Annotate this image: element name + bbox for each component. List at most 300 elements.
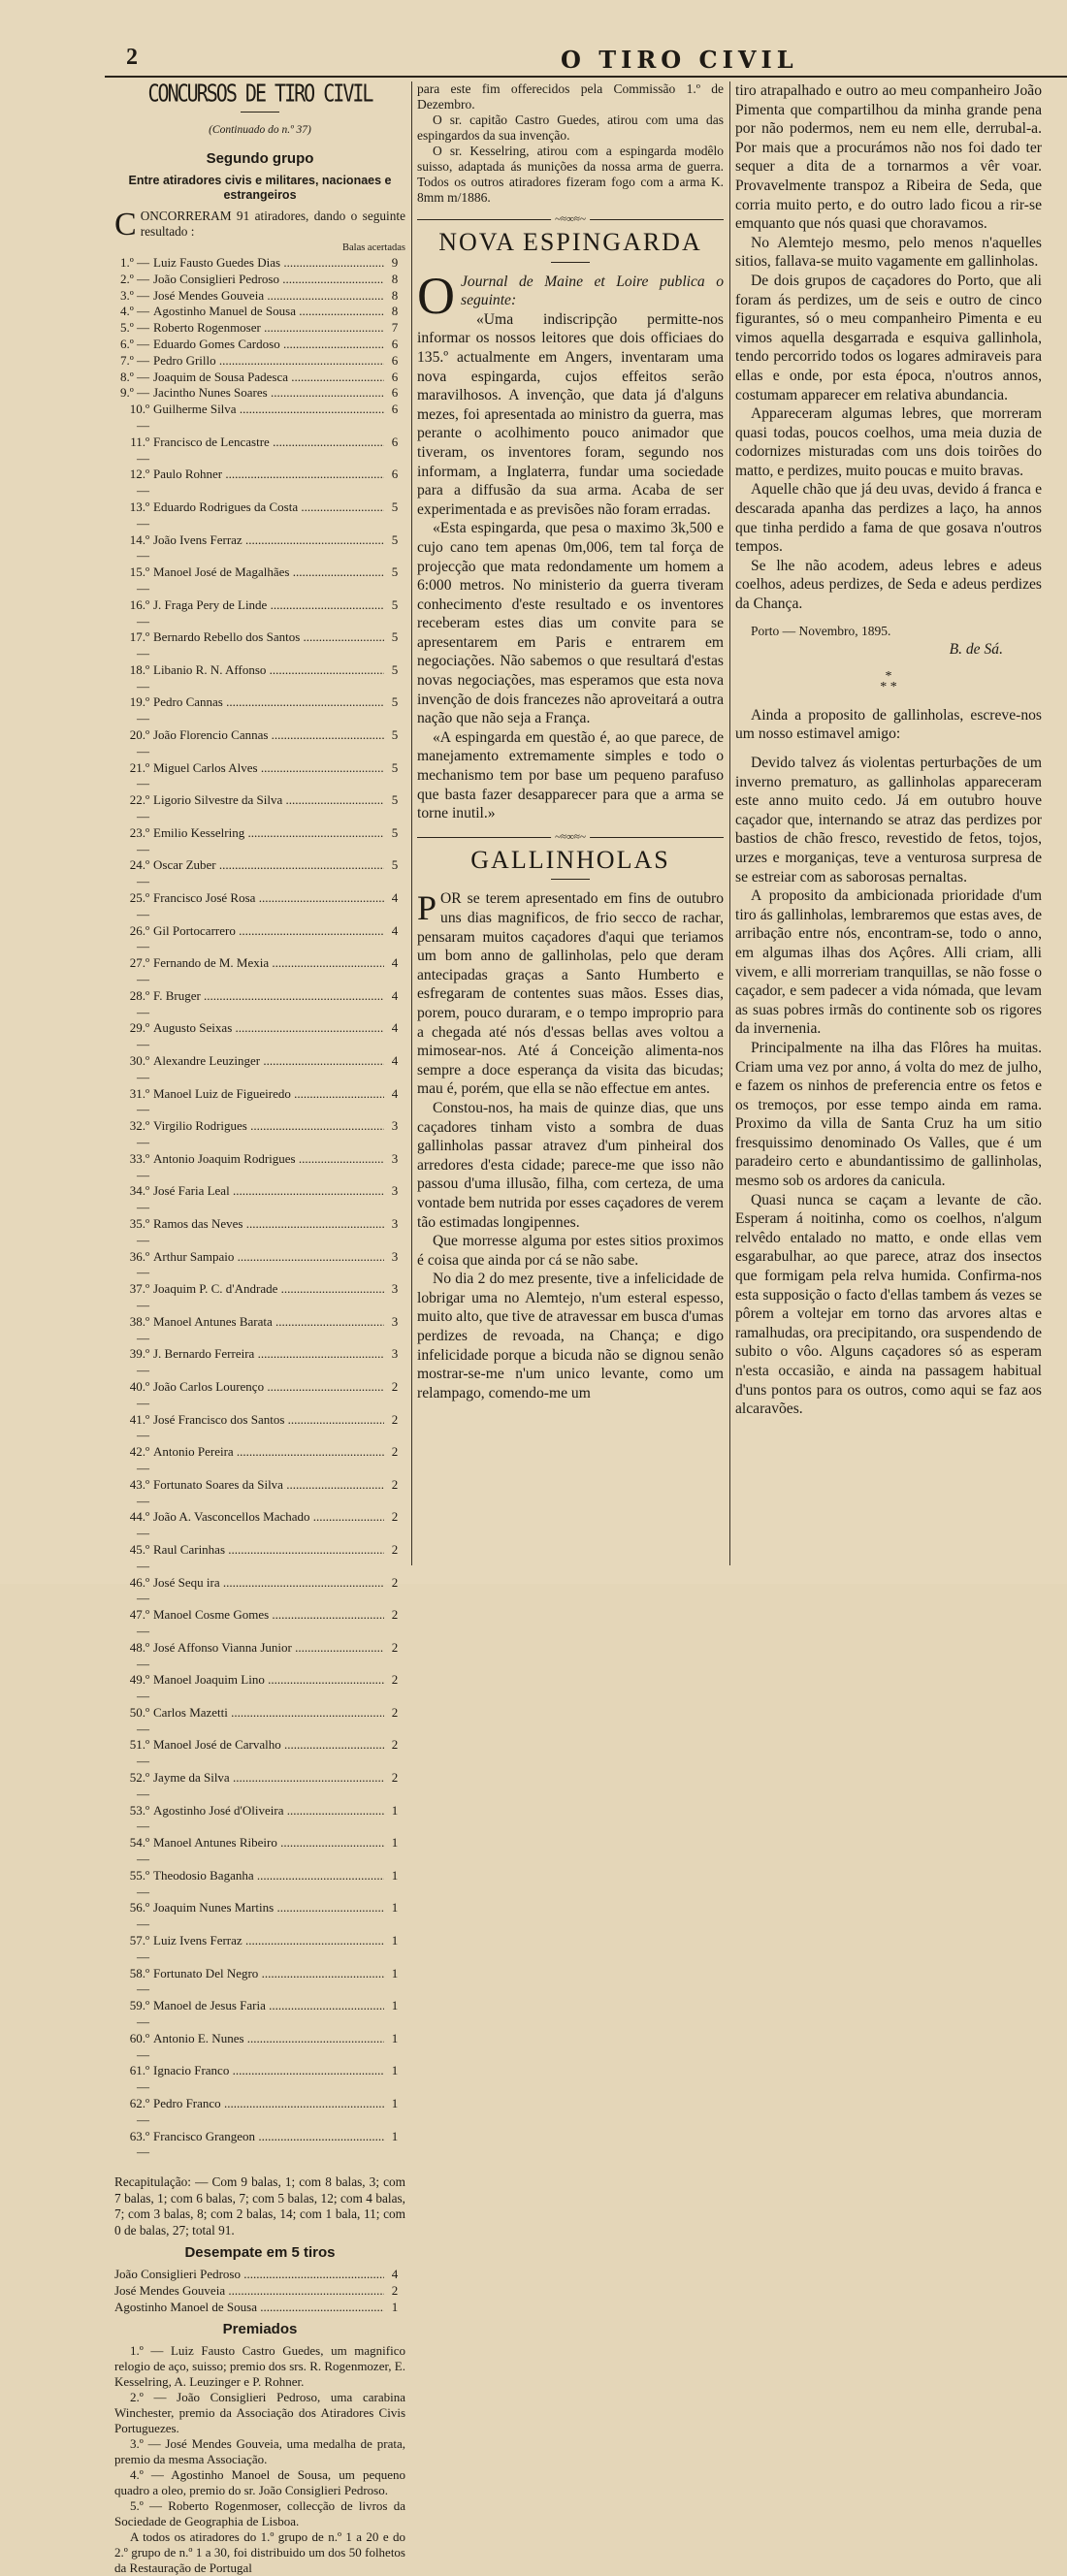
result-row — [114, 1575, 405, 1608]
rank: 60.º — — [129, 2030, 149, 2062]
asterism: * * * — [880, 668, 897, 694]
shooter-name: Bernardo Rebello dos Santos ..... — [153, 629, 384, 662]
hits: 5 — [391, 531, 399, 547]
column-2 — [417, 81, 724, 1402]
hits: 6 — [391, 352, 399, 368]
hits: 3 — [391, 1346, 399, 1362]
divider — [241, 112, 279, 113]
hits: 3 — [391, 1150, 399, 1166]
result-row — [114, 923, 405, 956]
hits: 6 — [391, 336, 399, 351]
result-row — [114, 1477, 405, 1510]
paragraph: Quasi nunca se caçam a levante de cão. Esperam á noitinha, como os coelhos, n'algum relvêdo entalado no matto, e onde ellas vem esgarabulhar, ao que parece, atraz dos insectos que formigam pela relva humida. Confirma-nos esta supposição o facto d'ellas tambem ás vezes se pôrem a voltejar em torno das arvores altas e ramalhudas, ora precipitando, ora suspendendo de subito o vôo. Alguns caçadores só as esperam n'esta occasião, e ainda na passagem habitual d'uns pontos para os outros, como aqui se faz aos alcaravões. — [735, 1191, 1042, 1418]
hits: 1 — [391, 1933, 399, 1948]
rank: 11.º — — [130, 434, 149, 466]
rank: 18.º — — [129, 661, 149, 693]
result-row — [114, 1900, 405, 1933]
hits: 8 — [391, 271, 399, 286]
hits: 1 — [391, 1867, 399, 1883]
recap-paragraph: Recapitulação: — Com 9 balas, 1; com 8 balas, 3; com 7 balas, 1; com 6 balas, 7; com 5 balas, 12; com 4 balas, 7; com 3 balas, 8; com 2 balas, 14; com 1 bala, 11; com 0 de balas, 27; total 91. — [114, 2174, 405, 2238]
hits: 4 — [391, 922, 399, 938]
hits: 2 — [391, 1411, 399, 1427]
rank: 28.º — — [129, 987, 149, 1019]
hits: 5 — [391, 792, 399, 808]
hits: 1 — [391, 1802, 399, 1818]
shooter-name: José Faria Leal ..... — [153, 1183, 384, 1216]
balas-column-header: Balas acertadas — [341, 242, 405, 253]
hits: 1 — [391, 1900, 399, 1916]
prize-paragraph: 2.º — João Consiglieri Pedroso, uma carabina Winchester, premio da Associação dos Atiradores Civis Portuguezes. — [114, 2390, 405, 2436]
rank: 40.º — — [129, 1378, 149, 1410]
result-row — [114, 288, 405, 305]
shooter-name: Jayme da Silva ..... — [153, 1770, 384, 1803]
result-row — [114, 1705, 405, 1738]
rank: 45.º — — [129, 1541, 149, 1573]
result-row — [114, 1314, 405, 1347]
article-title: NOVA ESPINGARDA — [438, 228, 702, 256]
result-row — [114, 1281, 405, 1314]
ornament-divider: ~≈∞≈~ — [417, 831, 724, 843]
group-subtitle: Entre atiradores civis e militares, nacionaes e estrangeiros — [128, 173, 392, 202]
rank: 27.º — — [129, 955, 149, 987]
hits: 2 — [391, 1541, 399, 1557]
result-row — [114, 320, 405, 337]
page-number: 2 — [126, 45, 138, 70]
shooter-name: Pedro Franco ..... — [153, 2096, 384, 2129]
rank: 9.º — — [119, 385, 149, 401]
rank: 14.º — — [129, 531, 149, 564]
shooter-name: Fortunato Del Negro ..... — [153, 1966, 384, 1999]
shooter-name: Ignacio Franco ..... — [153, 2063, 384, 2096]
hits: 5 — [391, 661, 399, 677]
rank: 57.º — — [129, 1933, 149, 1964]
hits: 2 — [391, 1770, 399, 1786]
result-row — [114, 760, 405, 793]
prize-paragraph: 1.º — Luiz Fausto Castro Guedes, um magnifico relogio de aço, suisso; premio dos srs. R. Rogenmozer, E. Kesselring, A. Leuzinger e P. Rohner. — [114, 2343, 405, 2390]
hits: 2 — [391, 1444, 399, 1460]
rank: 21.º — — [129, 759, 149, 791]
result-row — [114, 1640, 405, 1673]
hits: 9 — [391, 254, 399, 270]
drop-cap: O — [417, 266, 455, 325]
hits: 8 — [391, 287, 399, 303]
hits: 1 — [391, 2299, 399, 2314]
hits: 1 — [391, 2096, 399, 2111]
shooter-name: Agostinho Manuel de Sousa ..... — [153, 304, 384, 320]
hits: 1 — [391, 2128, 399, 2143]
tiebreak-list — [114, 2267, 405, 2315]
hits: 3 — [391, 1313, 399, 1329]
hits: 2 — [391, 2282, 399, 2298]
paragraph: tiro atrapalhado e outro ao meu companheiro João Pimenta que compartilhou da minha grande pena por não podermos, nem eu nem elle, derrubal-a. Por mais que a procurámos não nos foi dado ter sequer a dita de a tornarmos a vêr voar. Provavelmente transpoz a Ribeira de Seda, que corria muito perto, e do outro lado ficou a rir-se emquanto que nós quasi que choravamos. — [735, 82, 1042, 233]
result-row — [114, 337, 405, 353]
rank: 20.º — — [129, 727, 149, 758]
paragraph: Devido talvez ás violentas perturbações de um inverno prematuro, as gallinholas appareceram este anno muito cedo. Já em outubro houve caçador que, internando se atraz das perdizes por bastios de chão fresco, revestido de fetos, tojos, urzes e morganiças, teve a venturosa surpresa de se estreiar com as saborosas pernaltas. — [735, 755, 1042, 886]
shooter-name: J. Fraga Pery de Linde ..... — [153, 597, 384, 630]
rank: 48.º — — [129, 1639, 149, 1671]
shooter-name: Manoel de Jesus Faria ..... — [153, 1998, 384, 2031]
result-row — [114, 1346, 405, 1379]
shooter-name: Manoel Antunes Barata ..... — [153, 1314, 384, 1347]
result-row — [114, 629, 405, 662]
shooter-name: João Florencio Cannas ..... — [153, 727, 384, 760]
shooter-name: Manoel José de Carvalho ..... — [153, 1737, 384, 1770]
column-rule — [729, 81, 730, 1565]
shooter-name: Antonio Joaquim Rodrigues ..... — [153, 1151, 384, 1184]
result-row — [114, 1509, 405, 1542]
shooter-name: Emilio Kesselring ..... — [153, 825, 384, 858]
result-row — [114, 2096, 405, 2129]
rank: 54.º — — [129, 1835, 149, 1867]
shooter-name: Libanio R. N. Affonso ..... — [153, 662, 384, 695]
result-row — [114, 353, 405, 370]
results-list — [114, 255, 405, 2161]
hits: 1 — [391, 1998, 399, 2013]
result-row — [114, 1412, 405, 1445]
rank: 16.º — — [129, 596, 149, 628]
rank: 31.º — — [129, 1085, 149, 1117]
result-row — [114, 825, 405, 858]
shooter-name: Luiz Fausto Guedes Dias ..... — [153, 255, 384, 272]
hits: 2 — [391, 1704, 399, 1720]
column-rule — [411, 81, 412, 1565]
hits: 2 — [391, 1737, 399, 1753]
hits: 8 — [391, 304, 399, 319]
divider — [551, 879, 590, 880]
continuation-note: (Continuado do n.º 37) — [209, 123, 311, 136]
paragraph: No Alemtejo mesmo, pelo menos n'aquelles sitios, fallava-se muito vagamente em gallinholas. — [735, 234, 1042, 271]
rank: 8.º — — [119, 369, 149, 384]
shooter-name: Eduardo Rodrigues da Costa ..... — [153, 499, 384, 532]
shooter-name: Manoel Luiz de Figueiredo ..... — [153, 1086, 384, 1119]
rank: 49.º — — [129, 1672, 149, 1704]
rank: 63.º — — [129, 2128, 149, 2160]
hits: 3 — [391, 1118, 399, 1134]
result-row — [114, 532, 405, 565]
result-row — [114, 988, 405, 1021]
shooter-name: Joaquim P. C. d'Andrade ..... — [153, 1281, 384, 1314]
hits: 1 — [391, 2030, 399, 2045]
rank: 35.º — — [129, 1215, 149, 1247]
rank: 25.º — — [129, 890, 149, 921]
paragraph: Aquelle chão que já deu uvas, devido á franca e descarada apanha das perdizes a laço, ha annos que tinha perdido a fama de que gosava n'outros tempos. — [735, 481, 1042, 556]
shooter-name: Manoel José de Magalhães ..... — [153, 564, 384, 597]
shooter-name: José Francisco dos Santos ..... — [153, 1412, 384, 1445]
rank: 39.º — — [129, 1346, 149, 1378]
hits: 5 — [391, 694, 399, 710]
hits: 5 — [391, 759, 399, 775]
hits: 5 — [391, 629, 399, 645]
result-row — [114, 1151, 405, 1184]
article-title: GALLINHOLAS — [470, 845, 670, 874]
result-row — [114, 597, 405, 630]
rank: 30.º — — [129, 1053, 149, 1084]
rank: 44.º — — [129, 1509, 149, 1541]
paragraph: Principalmente na ilha das Flôres ha muitas. Criam uma vez por anno, á volta do mez de julho, e fazem os ninhos de preferencia entre os fetos e os tremoços, por esse tempo ainda em rama. Proximo da villa de Santa Cruz ha um sitio fresquissimo denominado Os Valles, que é um paradeiro certo e abundantissimo de gallinholas, mesmo sob os ardores da canicula. — [735, 1039, 1042, 1190]
rank: 2.º — — [119, 271, 149, 286]
hits: 2 — [391, 1476, 399, 1492]
shooter-name: João Consiglieri Pedroso ..... — [114, 2267, 384, 2283]
result-row — [114, 1835, 405, 1868]
shooter-name: Fortunato Soares da Silva ..... — [153, 1477, 384, 1510]
rank: 42.º — — [129, 1444, 149, 1475]
result-row — [114, 1868, 405, 1901]
hits: 5 — [391, 596, 399, 612]
result-row — [114, 1379, 405, 1412]
hits: 1 — [391, 1965, 399, 1980]
result-row — [114, 694, 405, 727]
rank: 46.º — — [129, 1574, 149, 1606]
shooter-name: Agostinho Manoel de Sousa ..... — [114, 2300, 384, 2316]
tiebreak-row — [114, 2283, 405, 2300]
divider — [551, 262, 590, 263]
shooter-name: José Mendes Gouveia ..... — [153, 288, 384, 305]
hits: 5 — [391, 499, 399, 514]
prize-paragraph: 4.º — Agostinho Manoel de Sousa, um pequeno quadro a oleo, premio do sr. João Consiglieri Pedroso. — [114, 2467, 405, 2498]
shooter-name: Pedro Grillo ..... — [153, 353, 384, 370]
article-title: CONCURSOS DE TIRO CIVIL — [147, 78, 372, 108]
prize-paragraph: 5.º — Roberto Rogenmoser, collecção de livros da Sociedade de Geographia de Lisboa. — [114, 2498, 405, 2529]
lead-paragraph: O Journal de Maine et Loire publica o seguinte: — [417, 266, 724, 325]
rank: 55.º — — [129, 1867, 149, 1899]
result-row — [114, 857, 405, 890]
drop-cap: P — [417, 888, 437, 928]
shooter-name: Joaquim Nunes Martins ..... — [153, 1900, 384, 1933]
tiebreak-row — [114, 2300, 405, 2316]
hits: 5 — [391, 727, 399, 743]
shooter-name: Francisco de Lencastre ..... — [153, 435, 384, 467]
shooter-name: João A. Vasconcellos Machado ..... — [153, 1509, 384, 1542]
shooter-name: José Affonso Vianna Junior ..... — [153, 1640, 384, 1673]
shooter-name: Ramos das Neves ..... — [153, 1216, 384, 1249]
rank: 37.º — — [129, 1281, 149, 1312]
shooter-name: Carlos Mazetti ..... — [153, 1705, 384, 1738]
shooter-name: Fernando de M. Mexia ..... — [153, 955, 384, 988]
rank: 26.º — — [129, 922, 149, 954]
paragraph: «Esta espingarda, que pesa o maximo 3k,500 e cujo cano tem apenas 0m,006, tem tal força de projecção que mata redondamente um homem a 6:000 metros. No ministerio da guerra tiveram conhecimento d'este resultado e os inventores receberam estes dias um convite para se apresentarem em Paris e entrarem em negociações. Não sabemos o que resultará d'estas novas negociações, mas esperamos que esta nova invenção de dois francezes não aproveitará a outra nação que não seja a França. — [417, 520, 724, 727]
rank: 23.º — — [129, 824, 149, 856]
paragraph: Appareceram algumas lebres, que morreram quasi todas, poucos coelhos, uma meia duzia de codornizes misturadas com uns dois toirões do matto, e perdizes, muito poucas e muito bravas. — [735, 405, 1042, 479]
result-row — [114, 1444, 405, 1477]
result-row — [114, 727, 405, 760]
result-row — [114, 1966, 405, 1999]
paragraph: «Uma indiscripção permitte-nos informar os nossos leitores que dois officiaes do 135.º actualmente em Angers, inventaram uma nova espingarda, cujos effeitos serão maravilhosos. A invenção, que data já d'alguns mezes, foi apresentada ao ministro da guerra, mas perante o acolhimento pouco animador que tiveram, os inventores foram, segundo nos informam, a Inglaterra, fundar uma sociedade para a diffusão da sua arma. Acaba de ser experimentada e as previsões não foram erradas. — [417, 310, 724, 518]
newspaper-title: O TIRO CIVIL — [561, 46, 798, 74]
result-row — [114, 1803, 405, 1836]
shooter-name: José Mendes Gouveia ..... — [114, 2283, 384, 2300]
prizes-list — [114, 2343, 405, 2576]
hits: 5 — [391, 857, 399, 873]
rank: 52.º — — [129, 1770, 149, 1801]
hits: 4 — [391, 987, 399, 1003]
result-row — [114, 792, 405, 825]
hits: 3 — [391, 1248, 399, 1264]
shooter-name: Gil Portocarrero ..... — [153, 923, 384, 956]
group-heading: Segundo grupo — [206, 150, 314, 168]
rank: 7.º — — [119, 352, 149, 368]
result-row — [114, 435, 405, 467]
hits: 2 — [391, 1672, 399, 1688]
result-row — [114, 662, 405, 695]
place-date: Porto — Novembro, 1895. — [751, 623, 891, 638]
rank: 36.º — — [129, 1248, 149, 1280]
shooter-name: Alexandre Leuzinger ..... — [153, 1053, 384, 1086]
hits: 4 — [391, 890, 399, 906]
hits: 4 — [391, 1085, 399, 1101]
hits: 2 — [391, 1607, 399, 1623]
hits: 5 — [391, 824, 399, 840]
shooter-name: Luiz Ivens Ferraz ..... — [153, 1933, 384, 1966]
result-row — [114, 1086, 405, 1119]
paragraph: No dia 2 do mez presente, tive a infelicidade de lobrigar uma no Alemtejo, n'um esteral espesso, muito alto, que tive de atravessar em busca d'umas perdizes de revoada, na Chança; e digo infelicidade porque a bicuda não se dignou senão mostrar-se-me n'um unico levante, como um relampago, comendo-me um — [417, 1271, 724, 1401]
rank: 10.º — — [129, 402, 149, 433]
result-row — [114, 1542, 405, 1575]
rank: 29.º — — [129, 1020, 149, 1052]
rank: 61.º — — [129, 2063, 149, 2095]
hits: 5 — [391, 564, 399, 580]
rank: 43.º — — [129, 1476, 149, 1508]
shooter-name: João Carlos Lourenço ..... — [153, 1379, 384, 1412]
shooter-name: Manoel Cosme Gomes ..... — [153, 1607, 384, 1640]
hits: 2 — [391, 1509, 399, 1525]
shooter-name: Manoel Antunes Ribeiro ..... — [153, 1835, 384, 1868]
hits: 3 — [391, 1281, 399, 1297]
result-row — [114, 370, 405, 386]
prize-paragraph: A todos os atiradores do 1.º grupo de n.º 1 a 20 e do 2.º grupo de n.º 1 a 30, foi distribuido um dos 50 folhetos da Restauração de Portugal — [114, 2529, 405, 2576]
result-row — [114, 955, 405, 988]
result-row — [114, 1998, 405, 2031]
lead-paragraph: POR se terem apresentado em fins de outubro uns dias magnificos, de frio secco de rachar, pensaram muitos caçadores d'aqui que teriamos um bom anno de gallinholas, pelo que deram antecipadas graças a Santo Humberto e esfregaram de contentes suas mãos. Esses dias, porem, pouco duraram, e o tempo improprio para a chegada até nós d'essas bellas aves voltou a mimosear-nos. Até á Conceição alimenta-nos sempre a doce esperança da visita das bicudas; mau é, porém, que ella se não effectue em antes. — [417, 888, 724, 1098]
paragraph: Constou-nos, ha mais de quinze dias, que uns caçadores tinham visto a sombra de duas gallinholas passar atravez d'um pinheiral dos arredores d'esta cidade; parece-me que isso não passou d'uma illusão, filha, com certeza, de uma vontade bem nutrida por esses caçadores de verem tão estimadas longipennes. — [417, 1099, 724, 1231]
shooter-name: João Ivens Ferraz ..... — [153, 532, 384, 565]
dateline — [735, 622, 1042, 641]
paragraph: «A espingarda em questão é, ao que parece, de manejamento extremamente simples e todo o mechanismo tem por base um pequeno parafuso que basta fazer desapparecer para que a arma se torne inutil.» — [417, 728, 724, 822]
hits: 6 — [391, 434, 399, 449]
shooter-name: Francisco Grangeon ..... — [153, 2129, 384, 2162]
hits: 7 — [391, 320, 399, 336]
shooter-name: Joaquim de Sousa Padesca ..... — [153, 370, 384, 386]
drop-cap: C — [114, 206, 137, 242]
prizes-heading: Premiados — [222, 2320, 298, 2337]
result-row — [114, 1020, 405, 1053]
result-row — [114, 1118, 405, 1151]
hits: 6 — [391, 369, 399, 384]
rank: 19.º — — [129, 694, 149, 726]
rank: 33.º — — [129, 1150, 149, 1182]
paragraph: Que morresse alguma por estes sitios proximos é coisa que ainda por cá se não sabe. — [417, 1233, 724, 1269]
shooter-name: João Consiglieri Pedroso ..... — [153, 272, 384, 288]
shooter-name: Francisco José Rosa ..... — [153, 890, 384, 923]
shooter-name: Jacintho Nunes Soares ..... — [153, 385, 384, 402]
rank: 6.º — — [119, 336, 149, 351]
paragraph: De dois grupos de caçadores do Porto, que ali foram ás perdizes, um de seis e outro de cinco figurantes, só o meu companheiro Pimenta e eu vimos aquella desgarrada e esquiva gallinhola, tendo percorrido todos os logares admiraveis para ellas e onde, por esta época, n'outros annos, costumam apparecer em relativa abundancia. — [735, 272, 1042, 403]
hits: 4 — [391, 955, 399, 971]
result-row — [114, 1933, 405, 1966]
rank: 41.º — — [129, 1411, 149, 1443]
hits: 1 — [391, 1835, 399, 1851]
signature: B. de Sá. — [949, 641, 1003, 659]
rank: 24.º — — [129, 857, 149, 889]
result-row — [114, 1737, 405, 1770]
tiebreak-row — [114, 2267, 405, 2283]
shooter-name: Antonio Pereira ..... — [153, 1444, 384, 1477]
shooter-name: Antonio E. Nunes ..... — [153, 2031, 384, 2064]
paragraph: Ainda a proposito de gallinholas, escreve-nos um nosso estimavel amigo: — [735, 706, 1042, 743]
hits: 4 — [391, 1020, 399, 1036]
shooter-name: J. Bernardo Ferreira ..... — [153, 1346, 384, 1379]
rank: 34.º — — [129, 1183, 149, 1215]
shooter-name: José Sequ ira ..... — [153, 1575, 384, 1608]
rank: 62.º — — [129, 2096, 149, 2127]
shooter-name: Miguel Carlos Alves ..... — [153, 760, 384, 793]
result-row — [114, 890, 405, 923]
hits: 6 — [391, 467, 399, 482]
result-row — [114, 1053, 405, 1086]
result-row — [114, 255, 405, 272]
rank: 38.º — — [129, 1313, 149, 1345]
rank: 51.º — — [129, 1737, 149, 1769]
paragraph: Se lhe não acodem, adeus lebres e adeus coelhos, adeus perdizes, de Seda e adeus perdizes da Chança. — [735, 557, 1042, 613]
prize-paragraph: 3.º — José Mendes Gouveia, uma medalha de prata, premio da mesma Associação. — [114, 2436, 405, 2467]
paragraph: O sr. Kesselring, atirou com a espingarda modêlo suisso, adaptada ás munições da nossa arma de guerra. Todos os outros atiradores fizeram fogo com a arma K. 8mm m/1886. — [417, 144, 724, 205]
hits: 3 — [391, 1183, 399, 1199]
shooter-name: Ligorio Silvestre da Silva ..... — [153, 792, 384, 825]
result-row — [114, 499, 405, 532]
result-row — [114, 1607, 405, 1640]
intro-paragraph: CONCORRERAM 91 atiradores, dando o seguinte resultado : — [114, 206, 405, 242]
result-row — [114, 2129, 405, 2162]
rank: 3.º — — [119, 287, 149, 303]
rank: 58.º — — [129, 1965, 149, 1997]
result-row — [114, 2031, 405, 2064]
tiebreak-heading: Desempate em 5 tiros — [184, 2243, 336, 2261]
hits: 6 — [391, 402, 399, 417]
result-row — [114, 272, 405, 288]
shooter-name: Virgilio Rodrigues ..... — [153, 1118, 384, 1151]
rank: 12.º — — [129, 467, 149, 499]
result-row — [114, 1183, 405, 1216]
shooter-name: Pedro Cannas ..... — [153, 694, 384, 727]
hits: 2 — [391, 1574, 399, 1590]
shooter-name: Theodosio Baganha ..... — [153, 1868, 384, 1901]
hits: 4 — [391, 1053, 399, 1069]
hits: 4 — [391, 2267, 399, 2282]
rank: 5.º — — [119, 320, 149, 336]
result-row — [114, 1672, 405, 1705]
shooter-name: Raul Carinhas ..... — [153, 1542, 384, 1575]
rank: 1.º — — [119, 254, 149, 270]
shooter-name: Roberto Rogenmoser ..... — [153, 320, 384, 337]
ornament-divider: ~≈∞≈~ — [417, 213, 724, 225]
shooter-name: Oscar Zuber ..... — [153, 857, 384, 890]
hits: 3 — [391, 1215, 399, 1231]
shooter-name: F. Bruger ..... — [153, 988, 384, 1021]
column-3 — [735, 81, 1042, 1419]
continued-paragraphs — [417, 81, 724, 206]
rank: 22.º — — [129, 792, 149, 824]
shooter-name: Eduardo Gomes Cardoso ..... — [153, 337, 384, 353]
result-row — [114, 402, 405, 435]
hits: 2 — [391, 1639, 399, 1655]
shooter-name: Agostinho José d'Oliveira ..... — [153, 1803, 384, 1836]
shooter-name: Manoel Joaquim Lino ..... — [153, 1672, 384, 1705]
rank: 32.º — — [129, 1118, 149, 1149]
rank: 17.º — — [129, 629, 149, 661]
result-row — [114, 564, 405, 597]
result-row — [114, 1216, 405, 1249]
shooter-name: Arthur Sampaio ..... — [153, 1249, 384, 1282]
column-1 — [114, 78, 405, 2576]
